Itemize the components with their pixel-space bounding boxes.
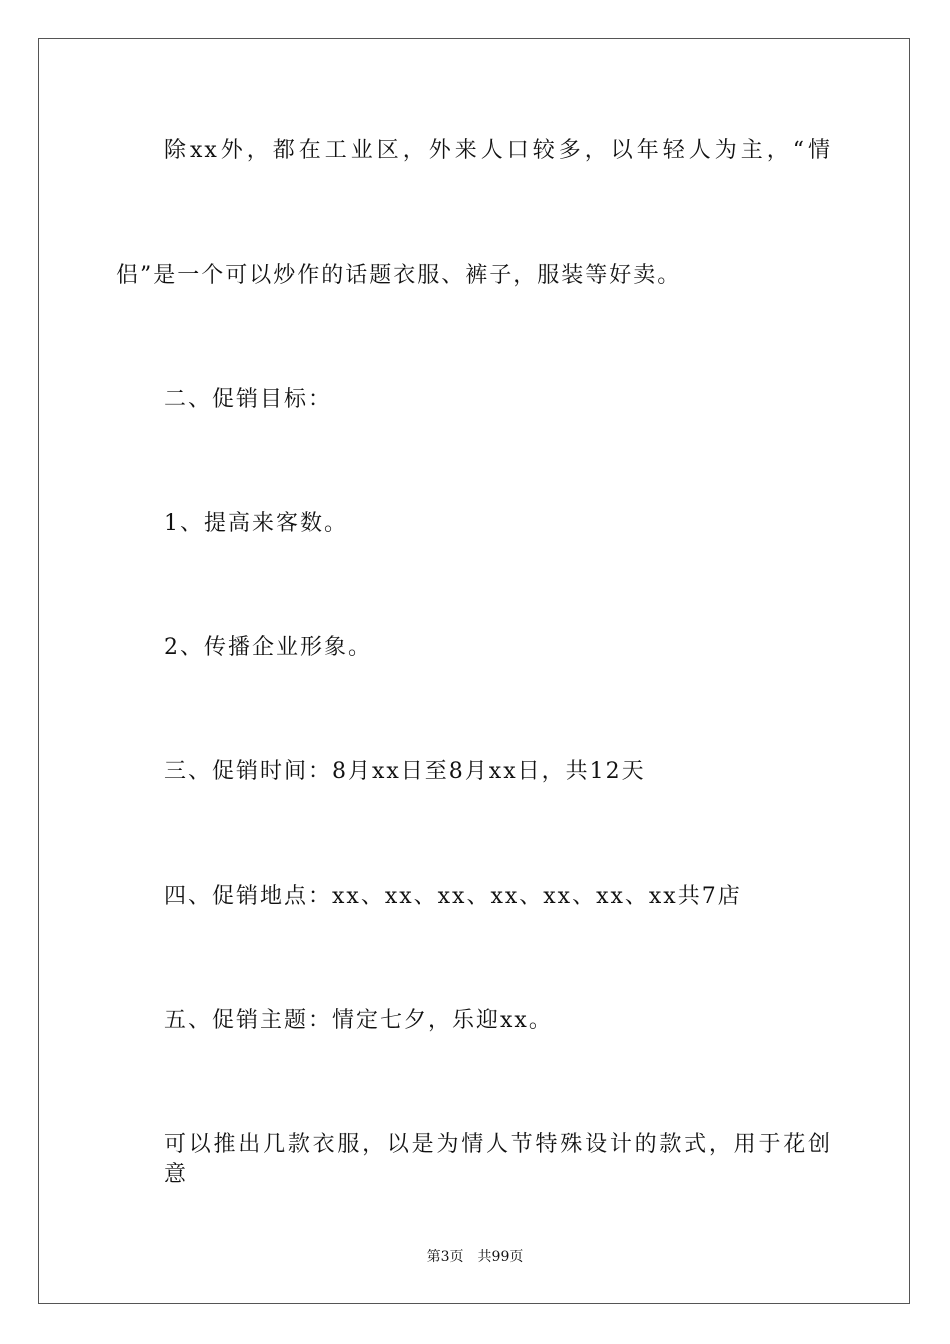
section-heading-goals: 二、促销目标：: [164, 387, 333, 412]
page-border: [38, 38, 910, 1304]
section-heading-location: 四、促销地点：xx、xx、xx、xx、xx、xx、xx共7店: [164, 884, 742, 909]
goal-item-2: 2、传播企业形象。: [164, 635, 372, 660]
paragraph-line-1: 除xx外，都在工业区，外来人口较多，以年轻人为主，“情: [164, 138, 832, 163]
section-heading-theme: 五、促销主题：情定七夕，乐迎xx。: [164, 1008, 553, 1033]
goal-item-1: 1、提高来客数。: [164, 511, 348, 536]
paragraph-line-2: 侣”是一个可以炒作的话题衣服、裤子，服装等好卖。: [116, 263, 682, 288]
paragraph-line-last: 可以推出几款衣服，以是为情人节特殊设计的款式，用于花创意: [164, 1132, 832, 1187]
page-number: 第3页: [426, 1249, 464, 1265]
page-footer: [0, 1247, 950, 1267]
page-total: 共99页: [477, 1249, 524, 1265]
section-heading-time: 三、促销时间：8月xx日至8月xx日，共12天: [164, 759, 646, 784]
